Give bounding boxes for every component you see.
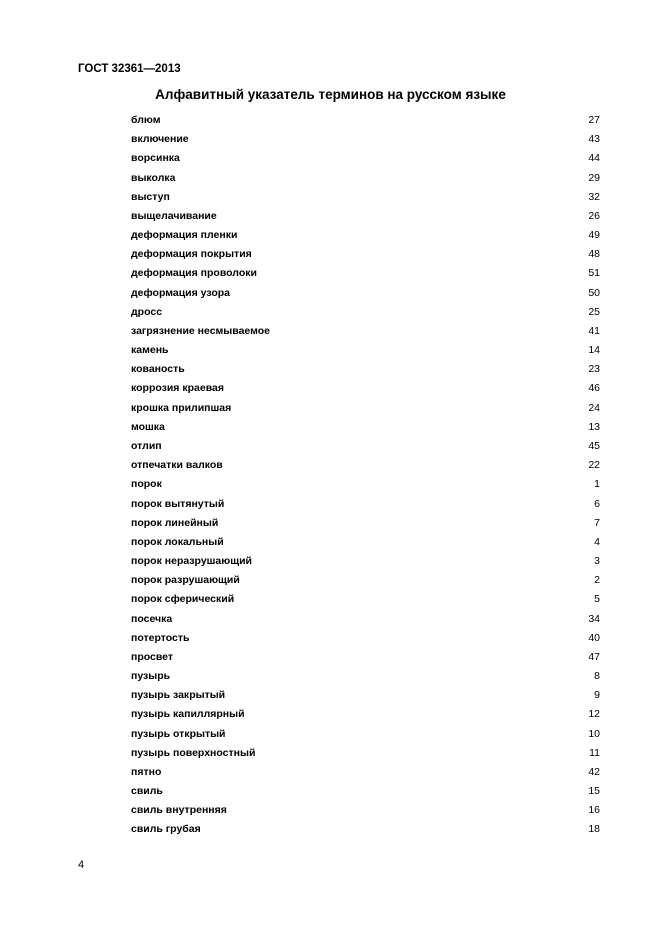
index-term: порок [131,478,162,491]
index-entry [131,245,600,264]
index-term: выщелачивание [131,209,217,222]
index-term: выколка [131,171,176,184]
index-page-ref: 5 [594,593,600,606]
index-term: выступ [131,190,170,203]
index-page-ref: 41 [588,324,600,337]
index-term: кованость [131,363,185,376]
index-page-ref: 23 [588,363,600,376]
index-term: включение [131,133,189,146]
index-entry [131,264,600,283]
index-term: порок сферический [131,593,235,606]
index-term: порок вытянутый [131,497,225,510]
index-page-ref: 26 [588,209,600,222]
index-term: пузырь открытый [131,727,226,740]
index-page-ref: 18 [588,823,600,836]
index-entry [131,399,600,418]
index-page-ref: 34 [588,612,600,625]
index-page-ref: 29 [588,171,600,184]
index-page-ref: 14 [588,344,600,357]
index-entry [131,341,600,360]
index-term: порок неразрушающий [131,555,252,568]
index-entry [131,514,600,533]
index-term: мошка [131,420,165,433]
index-page-ref: 6 [594,497,600,510]
index-page-ref: 44 [588,152,600,165]
index-entry [131,820,600,839]
index-entry [131,801,600,820]
index-entry [131,360,600,379]
index-term: дросс [131,305,163,318]
index-entry [131,533,600,552]
index-term: посечка [131,612,173,625]
index-term: ворсинка [131,152,180,165]
index-entry [131,609,600,628]
index-term: пузырь поверхностный [131,746,256,759]
index-entry [131,782,600,801]
index-page-ref: 22 [588,459,600,472]
index-entry [131,571,600,590]
index-term: свиль внутренняя [131,804,227,817]
index-entry [131,744,600,763]
index-entry [131,188,600,207]
index-page-ref: 16 [588,804,600,817]
index-entry [131,629,600,648]
index-term: пузырь капиллярный [131,708,245,721]
index-page-ref: 46 [588,382,600,395]
index-term: деформация покрытия [131,248,252,261]
index-entry [131,284,600,303]
index-term: пятно [131,765,162,778]
index-term: свиль [131,785,163,798]
index-page-ref: 10 [588,727,600,740]
index-entry [131,379,600,398]
index-title: Алфавитный указатель терминов на русском языке [155,87,506,102]
index-page-ref: 43 [588,133,600,146]
index-term: свиль грубая [131,823,201,836]
index-page-ref: 51 [588,267,600,280]
index-term: крошка прилипшая [131,401,232,414]
index-entry [131,130,600,149]
index-page-ref: 32 [588,190,600,203]
index-entry [131,111,600,130]
index-page-ref: 27 [588,114,600,127]
page-number: 4 [78,859,85,871]
index-term: порок линейный [131,516,219,529]
index-term: порок разрушающий [131,574,240,587]
index-term: потертость [131,631,190,644]
index-page-ref: 13 [588,420,600,433]
index-entry [131,552,600,571]
index-entry [131,456,600,475]
index-page-ref: 12 [588,708,600,721]
index-term: блюм [131,114,161,127]
index-entry [131,686,600,705]
index-page-ref: 3 [594,555,600,568]
index-page-ref: 40 [588,631,600,644]
index-term: отпечатки валков [131,459,223,472]
index-entry [131,705,600,724]
index-page-ref: 7 [594,516,600,529]
index-page-ref: 42 [588,765,600,778]
index-entry [131,169,600,188]
index-entry [131,226,600,245]
index-entry [131,149,600,168]
index-page-ref: 49 [588,229,600,242]
index-page-ref: 45 [588,440,600,452]
index-entry [131,207,600,226]
index-page-ref: 47 [588,650,600,663]
index-page-ref: 48 [588,248,600,261]
index-page-ref: 4 [594,535,600,548]
index-term: порок локальный [131,535,224,548]
index-entry [131,648,600,667]
index-page-ref: 24 [588,401,600,414]
index-entry [131,590,600,609]
index-entry [131,494,600,513]
index-page-ref: 25 [588,305,600,318]
index-entry [131,322,600,341]
index-term: пузырь закрытый [131,689,226,702]
index-entry [131,725,600,744]
index-page-ref: 50 [588,286,600,299]
index-term: пузырь [131,670,171,683]
index-entry [131,303,600,322]
index-term: коррозия краевая [131,382,224,395]
index-page-ref: 2 [594,574,600,587]
index-term: отлип [131,440,162,452]
index-term: деформация проволоки [131,267,257,280]
document-code: ГОСТ 32361—2013 [78,63,181,75]
index-term: деформация пленки [131,229,238,242]
index-term: деформация узора [131,286,230,299]
index-page-ref: 8 [594,670,600,683]
index-entry [131,437,600,456]
index-entry [131,475,600,494]
index-entry [131,667,600,686]
index-list [131,111,600,840]
index-entry [131,418,600,437]
index-page-ref: 9 [594,689,600,702]
index-term: просвет [131,650,174,663]
index-term: камень [131,344,169,357]
index-term: загрязнение несмываемое [131,324,271,337]
index-page-ref: 1 [594,478,600,491]
index-page-ref: 11 [589,746,600,759]
index-page-ref: 15 [588,785,600,798]
index-entry [131,763,600,782]
